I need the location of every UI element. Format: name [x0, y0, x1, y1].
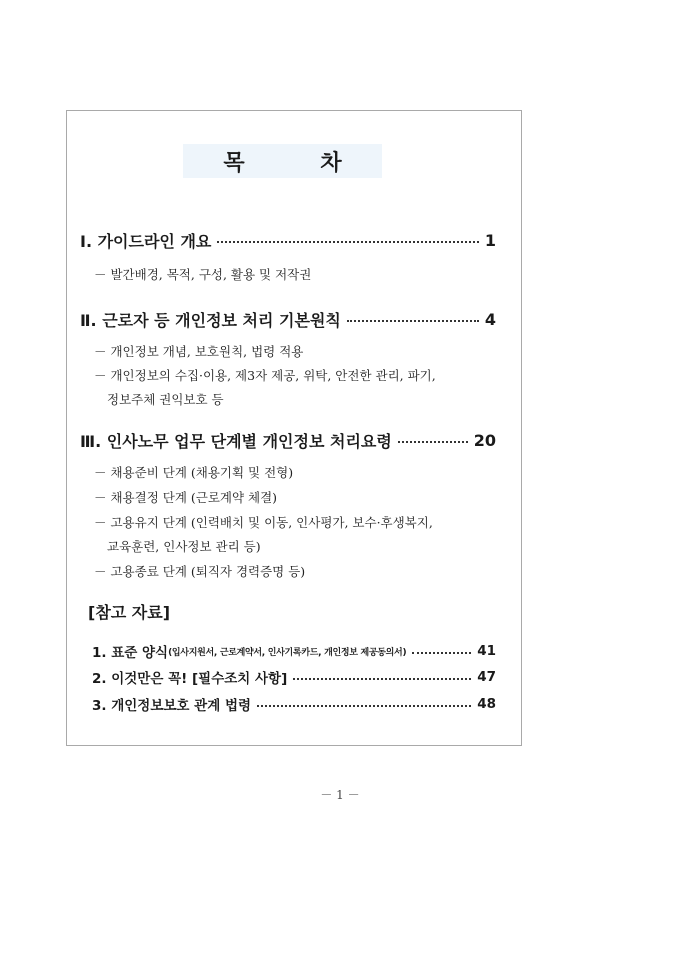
- toc-title: 목 차: [223, 150, 376, 176]
- reference-item-3-label: 3. 개인정보보호 관계 법령: [92, 698, 252, 714]
- references-heading: [참고 자료]: [88, 603, 171, 622]
- toc-section-3[interactable]: [80, 429, 496, 451]
- reference-item-2[interactable]: [92, 667, 496, 687]
- toc-section-3-item-1: － 채용준비 단계 (채용기획 및 전형): [94, 465, 294, 480]
- toc-section-3-label: Ⅲ. 인사노무 업무 단계별 개인정보 처리요령: [80, 431, 392, 451]
- reference-item-1-note: (입사지원서, 근로계약서, 인사기록카드, 개인정보 제공동의서): [168, 647, 407, 658]
- leader-dots: [217, 241, 478, 243]
- toc-section-1[interactable]: [80, 229, 496, 251]
- toc-section-3-item-4: － 고용종료 단계 (퇴직자 경력증명 등): [94, 564, 306, 579]
- reference-item-1-label: 1. 표준 양식: [92, 645, 169, 661]
- reference-item-1[interactable]: [92, 641, 496, 661]
- reference-item-2-page: 47: [477, 669, 496, 685]
- leader-dots: [398, 441, 468, 443]
- toc-section-1-item-1: － 발간배경, 목적, 구성, 활용 및 저작권: [94, 267, 312, 282]
- toc-section-1-page: 1: [484, 230, 496, 250]
- toc-section-1-label: Ⅰ. 가이드라인 개요: [80, 231, 212, 251]
- reference-item-3[interactable]: [92, 694, 496, 714]
- toc-section-2-item-1: － 개인정보 개념, 보호원칙, 법령 적용: [94, 344, 304, 359]
- leader-dots: [257, 705, 471, 707]
- toc-section-3-item-3: － 고용유지 단계 (인력배치 및 이동, 인사평가, 보수·후생복지,: [94, 515, 433, 530]
- toc-section-2-page: 4: [484, 309, 496, 329]
- toc-section-3-item-3-cont: 교육훈련, 인사정보 관리 등): [107, 539, 261, 554]
- toc-section-2[interactable]: [80, 308, 496, 330]
- reference-item-1-page: 41: [477, 643, 496, 659]
- toc-title-box: [183, 144, 382, 178]
- page-number: － 1 －: [320, 788, 360, 802]
- leader-dots: [293, 678, 471, 680]
- reference-item-2-label: 2. 이것만은 꼭! [필수조치 사항]: [92, 671, 288, 687]
- toc-section-3-page: 20: [473, 430, 496, 450]
- reference-item-3-page: 48: [477, 696, 496, 712]
- leader-dots: [347, 320, 479, 322]
- leader-dots: [412, 652, 471, 654]
- toc-section-3-item-2: － 채용결정 단계 (근로계약 체결): [94, 490, 278, 505]
- toc-section-2-label: Ⅱ. 근로자 등 개인정보 처리 기본원칙: [80, 310, 341, 330]
- toc-section-2-item-2-cont: 정보주체 권익보호 등: [107, 392, 224, 407]
- toc-section-2-item-2: － 개인정보의 수집·이용, 제3자 제공, 위탁, 안전한 관리, 파기,: [94, 368, 436, 383]
